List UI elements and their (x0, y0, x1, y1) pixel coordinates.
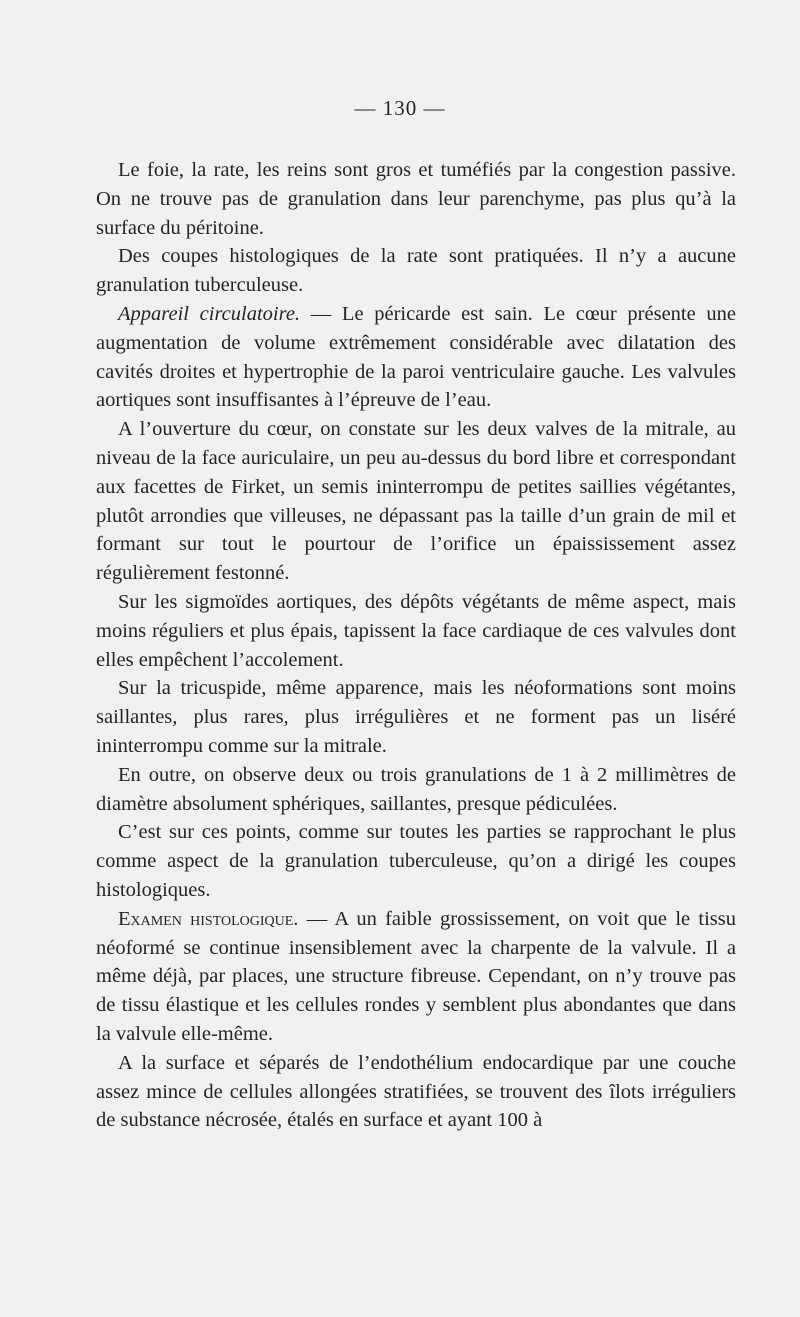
paragraph-granulations: En outre, on observe deux ou trois granulations de 1 à 2 millimètres de diamètre absolument sphériques, saillantes, presque pédiculées. (96, 763, 736, 815)
page-number: — 130 — (354, 96, 446, 120)
paragraph-histological-exam: Examen histologique. — A un faible grossissement, on voit que le tissu néoformé se continue insensiblement avec la charpente de la valvule. Il a même déjà, par places, une structure fibreuse. Cependant, on n’y trouve pas de tissu élastique et les cellules rondes y semblent plus abondantes que dans la valvule elle-même. (96, 907, 736, 1045)
paragraph-spleen-sections: Des coupes histologiques de la rate sont pratiquées. Il n’y a aucune granulation tuberculeuse. (96, 245, 736, 297)
paragraph-surface-islets: A la surface et séparés de l’endothélium endocardique par une couche assez mince de cellules allongées stratifiées, se trouvent des îlots irréguliers de substance nécrosée, étalés en surface et ayant 100 à (96, 1051, 736, 1132)
paragraph-aortic-sigmoids: Sur les sigmoïdes aortiques, des dépôts végétants de même aspect, mais moins réguliers et plus épais, tapissent la face cardiaque de ces valvules dont elles empêchent l’accolement. (96, 590, 736, 671)
paragraph-mitral: A l’ouverture du cœur, on constate sur les deux valves de la mitrale, au niveau de la face auriculaire, un peu au-dessus du bord libre et correspondant aux facettes de Firket, un semis ininterrompu de petites saillies végétantes, plutôt arrondies que villeuses, ne dépassant pas la taille d’un grain de mil et formant sur tout le pourtour de l’orifice un épaississement assez régulièrement festonné. (96, 418, 736, 585)
section-heading-histological: Examen histologique. (118, 907, 299, 930)
body-text (96, 156, 736, 1135)
section-heading-circulatory: Appareil circulatoire. (118, 302, 301, 325)
paragraph-sections-directed: C’est sur ces points, comme sur toutes les parties se rapprochant le plus comme aspect de la granulation tuberculeuse, qu’on a dirigé les coupes histologiques. (96, 821, 736, 901)
paragraph-liver-spleen: Le foie, la rate, les reins sont gros et tuméfiés par la congestion passive. On ne trouve pas de granulation dans leur parenchyme, pas plus qu’à la surface du péritoine. (96, 159, 736, 239)
paragraph-circulatory-system: Appareil circulatoire. — Le péricarde est sain. Le cœur présente une augmentation de volume extrêmement considérable avec dilatation des cavités droites et hypertrophie de la paroi ventriculaire gauche. Les valvules aortiques sont insuffisantes à l’épreuve de l’eau. (96, 302, 736, 412)
paragraph-tricuspid: Sur la tricuspide, même apparence, mais les néoformations sont moins saillantes, plus rares, plus irrégulières et ne forment pas un liséré ininterrompu comme sur la mitrale. (96, 677, 736, 757)
